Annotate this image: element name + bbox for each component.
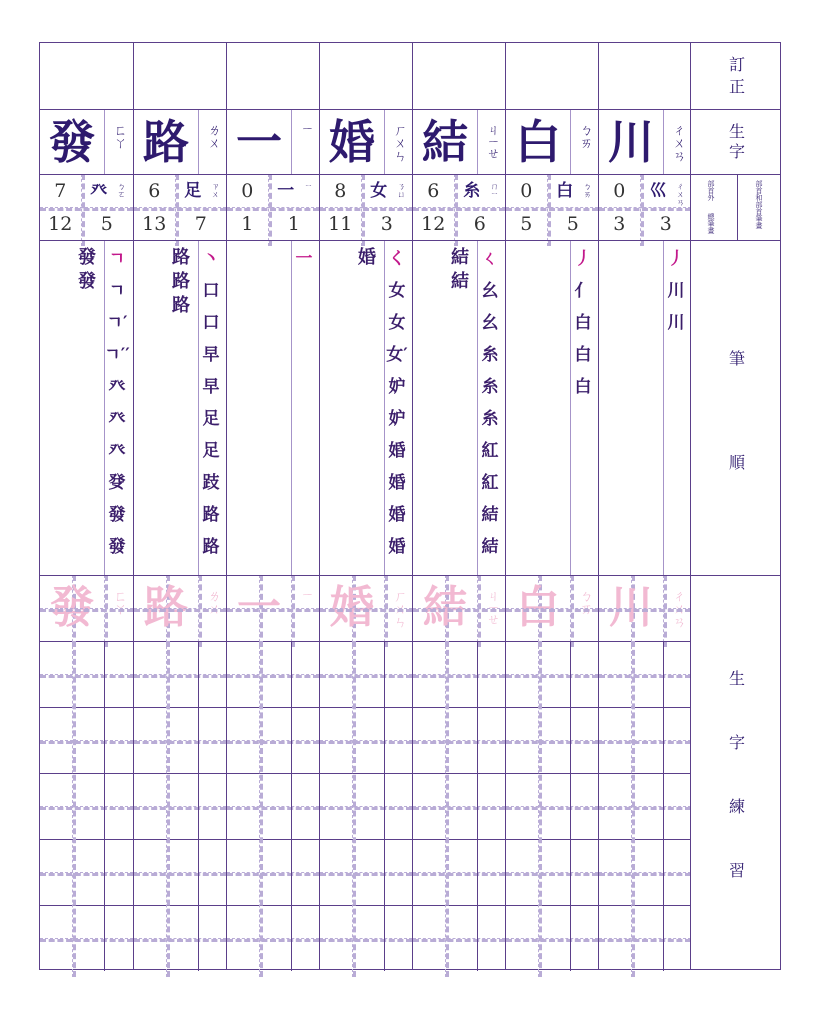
practice-row-mid xyxy=(134,806,226,810)
practice-row-rule xyxy=(506,707,598,708)
label-radical: 部首和部首筆畫 xyxy=(755,180,763,229)
stroke-step: ㄑ xyxy=(481,249,499,269)
stroke-step: 女 xyxy=(388,281,406,301)
practice-row-mid xyxy=(134,872,226,876)
practice-row-mid xyxy=(413,740,505,744)
trace-char: 川 xyxy=(609,582,653,633)
total-strokes: 12 xyxy=(48,213,73,235)
practice-row-mid xyxy=(134,608,226,612)
trace-zhuyin: ㄅㄞ xyxy=(577,589,592,615)
char-column xyxy=(319,43,412,969)
practice-row-rule xyxy=(227,641,319,642)
practice-row-rule xyxy=(40,773,133,774)
radical-zhuyin: ㄧ xyxy=(304,182,313,189)
radical: 白 xyxy=(556,181,574,201)
stroke-step: 癶 xyxy=(108,409,126,429)
stroke-step: 跂 xyxy=(202,473,220,493)
stroke-step: 口 xyxy=(202,313,220,333)
char-zhuyin-divider xyxy=(104,109,105,174)
practice-row-mid xyxy=(320,806,412,810)
big-char: 一 xyxy=(236,115,282,169)
ext-strokes: 7 xyxy=(54,180,67,202)
big-char: 結 xyxy=(422,115,468,169)
label-divider xyxy=(737,174,738,240)
ext-strokes: 8 xyxy=(334,180,347,202)
practice-col-divider xyxy=(477,641,478,971)
trace-zhuyin: ㄌㄨ xyxy=(205,589,220,615)
stroke-step: 白 xyxy=(574,345,592,365)
practice-row-mid xyxy=(227,740,319,744)
trace-char: 路 xyxy=(144,582,188,633)
practice-row-mid xyxy=(40,938,133,942)
practice-label-4: 習 xyxy=(728,861,745,880)
stroke-step: 白 xyxy=(574,313,592,333)
stacked-char: 結 xyxy=(451,247,469,268)
char-column xyxy=(505,43,598,969)
radical: 巛 xyxy=(649,181,667,201)
trace-char: 一 xyxy=(237,582,281,633)
char-column xyxy=(40,43,133,969)
stroke-step: 癶 xyxy=(108,441,126,461)
revise-label-1: 訂 xyxy=(728,55,745,74)
ext-strokes: 6 xyxy=(427,180,440,202)
practice-row-mid xyxy=(320,608,412,612)
practice-row-rule xyxy=(134,641,226,642)
stroke-step: 結 xyxy=(481,537,499,557)
stroke-step: 足 xyxy=(202,409,220,429)
practice-row-rule xyxy=(320,641,412,642)
stroke-step: ㄱ′′ xyxy=(104,345,130,365)
practice-row-rule xyxy=(134,707,226,708)
practice-col-divider xyxy=(198,641,199,971)
practice-row-rule xyxy=(227,773,319,774)
practice-row-rule xyxy=(320,839,412,840)
radical-strokes: 1 xyxy=(287,213,300,235)
stroke-step: ㄱ xyxy=(108,281,126,301)
trace-char: 婚 xyxy=(330,582,374,633)
stroke-step: 川 xyxy=(667,313,685,333)
stroke-step: 糸 xyxy=(481,377,499,397)
label-column xyxy=(690,43,782,969)
radical-zhuyin: ㄇㄧ xyxy=(490,182,499,197)
stacked-char: 婚 xyxy=(358,247,376,268)
practice-row-rule xyxy=(40,839,133,840)
practice-row-mid xyxy=(134,674,226,678)
stroke-step: 丶 xyxy=(202,249,220,269)
practice-row-mid xyxy=(599,872,691,876)
big-char: 路 xyxy=(143,115,189,169)
char-zhuyin: ㄏㄨㄣ xyxy=(391,123,406,162)
practice-row-mid xyxy=(413,938,505,942)
practice-row-mid xyxy=(599,608,691,612)
radical-zhuyin: ㄋㄩ xyxy=(397,182,406,198)
practice-row-mid xyxy=(506,806,598,810)
practice-row-mid xyxy=(320,938,412,942)
stroke-step: 早 xyxy=(202,345,220,365)
practice-col-center xyxy=(72,641,76,977)
stroke-step: 丿 xyxy=(574,249,592,269)
trace-zhuyin: ㄈㄚ xyxy=(111,589,126,615)
practice-row-rule xyxy=(599,707,691,708)
stroke-step: 路 xyxy=(202,537,220,557)
radical-zhuyin: ㄅㄞ xyxy=(583,182,592,198)
practice-row-mid xyxy=(413,608,505,612)
stroke-step: 早 xyxy=(202,377,220,397)
char-zhuyin-divider xyxy=(198,109,199,174)
stroke-step: 糸 xyxy=(481,409,499,429)
char-zhuyin-divider xyxy=(663,109,664,174)
new-char-label-1: 生 xyxy=(728,122,745,141)
practice-col-center xyxy=(631,641,635,977)
ext-strokes: 0 xyxy=(241,180,254,202)
char-zhuyin: ㄐㄧㄝ xyxy=(484,123,499,160)
stacked-char: 路 xyxy=(172,295,190,316)
stroke-step: 發 xyxy=(108,505,126,525)
practice-row-rule xyxy=(599,905,691,906)
trace-zhuyin: ㄐㄧㄝ xyxy=(484,589,499,626)
practice-row-rule xyxy=(506,839,598,840)
practice-row-mid xyxy=(40,872,133,876)
big-char: 發 xyxy=(49,115,95,169)
stacked-char: 發 xyxy=(78,247,96,268)
practice-row-mid xyxy=(320,674,412,678)
stroke-order-label-2: 順 xyxy=(728,453,745,472)
trace-char: 結 xyxy=(423,582,467,633)
stroke-step: 妒 xyxy=(388,409,406,429)
radical-zhuyin: ㄔㄨㄢ xyxy=(676,182,685,206)
rule-revise xyxy=(40,109,780,110)
practice-row-rule xyxy=(40,905,133,906)
practice-row-rule xyxy=(506,773,598,774)
label-total-strokes: 總筆畫 xyxy=(707,213,715,234)
radical: 癶 xyxy=(90,181,108,201)
radical-strokes: 3 xyxy=(380,213,393,235)
radical-strokes: 5 xyxy=(566,213,579,235)
char-zhuyin-divider xyxy=(291,109,292,174)
practice-row-mid xyxy=(413,806,505,810)
practice-row-rule xyxy=(134,839,226,840)
stroke-step: 女 xyxy=(388,313,406,333)
stroke-step: 白 xyxy=(574,377,592,397)
stroke-step: ㄱ xyxy=(108,249,126,269)
practice-row-rule xyxy=(413,773,505,774)
practice-label-3: 練 xyxy=(728,797,745,816)
stroke-step: 女′ xyxy=(386,345,408,365)
stroke-divider xyxy=(291,240,292,575)
stacked-char: 發 xyxy=(78,271,96,292)
practice-row-rule xyxy=(227,905,319,906)
practice-col-divider xyxy=(663,641,664,971)
practice-row-rule xyxy=(413,707,505,708)
radical: 糸 xyxy=(463,181,481,201)
stacked-char: 路 xyxy=(172,271,190,292)
practice-col-center xyxy=(259,641,263,977)
worksheet xyxy=(39,42,781,970)
char-column xyxy=(598,43,691,969)
stroke-step: 亻 xyxy=(574,281,592,301)
big-char: 婚 xyxy=(329,115,375,169)
practice-label-1: 生 xyxy=(728,669,745,688)
trace-zhuyin: ㄏㄨㄣ xyxy=(391,589,406,628)
stroke-step: 幺 xyxy=(481,313,499,333)
practice-row-mid xyxy=(599,674,691,678)
practice-col-divider xyxy=(291,641,292,971)
char-zhuyin: ㄧ xyxy=(298,123,313,134)
total-strokes: 11 xyxy=(328,213,353,235)
practice-col-center xyxy=(352,641,356,977)
rule-counts xyxy=(40,240,780,241)
practice-row-rule xyxy=(413,905,505,906)
total-strokes: 12 xyxy=(421,213,446,235)
char-zhuyin: ㄌㄨ xyxy=(205,123,220,149)
trace-char: 白 xyxy=(516,582,560,633)
stroke-step: 癶 xyxy=(108,377,126,397)
practice-col-center xyxy=(538,641,542,977)
practice-row-mid xyxy=(506,872,598,876)
practice-col-center xyxy=(166,641,170,977)
practice-row-rule xyxy=(40,707,133,708)
ext-strokes: 6 xyxy=(148,180,161,202)
stroke-step: 紅 xyxy=(481,441,499,461)
stroke-step: 川 xyxy=(667,281,685,301)
practice-row-rule xyxy=(40,641,133,642)
practice-row-rule xyxy=(506,641,598,642)
practice-row-rule xyxy=(227,707,319,708)
stroke-step: ㄱ′ xyxy=(106,313,128,333)
radical: 女 xyxy=(370,181,388,201)
radical: 一 xyxy=(277,181,295,201)
char-column xyxy=(226,43,319,969)
stroke-step: 糸 xyxy=(481,345,499,365)
practice-col-center xyxy=(445,641,449,977)
radical-strokes: 3 xyxy=(659,213,672,235)
practice-row-mid xyxy=(227,674,319,678)
stroke-step: 婚 xyxy=(388,505,406,525)
char-zhuyin: ㄈㄚ xyxy=(111,123,126,149)
radical: 足 xyxy=(184,181,202,201)
stroke-step: く xyxy=(388,249,406,269)
stroke-step: 癹 xyxy=(108,473,126,493)
practice-row-mid xyxy=(413,674,505,678)
practice-row-rule xyxy=(320,707,412,708)
total-strokes: 1 xyxy=(241,213,254,235)
new-char-label-2: 字 xyxy=(728,142,745,161)
trace-zhuyin: ㄧ xyxy=(298,589,313,600)
char-zhuyin: ㄅㄞ xyxy=(577,123,592,149)
practice-row-mid xyxy=(320,872,412,876)
label-ext-strokes: 部首外 xyxy=(707,180,715,201)
practice-row-mid xyxy=(227,938,319,942)
practice-row-mid xyxy=(40,806,133,810)
revise-label-2: 正 xyxy=(728,77,745,96)
practice-row-mid xyxy=(506,608,598,612)
char-column xyxy=(412,43,505,969)
stroke-step: 一 xyxy=(295,249,313,269)
practice-label-2: 字 xyxy=(728,733,745,752)
big-char: 白 xyxy=(515,115,561,169)
practice-row-mid xyxy=(413,872,505,876)
trace-char: 發 xyxy=(50,582,94,633)
practice-row-rule xyxy=(413,839,505,840)
practice-row-mid xyxy=(227,872,319,876)
practice-row-mid xyxy=(599,938,691,942)
practice-col-divider xyxy=(384,641,385,971)
total-strokes: 13 xyxy=(142,213,167,235)
practice-row-mid xyxy=(227,806,319,810)
char-zhuyin-divider xyxy=(477,109,478,174)
practice-row-rule xyxy=(506,905,598,906)
stroke-step: 妒 xyxy=(388,377,406,397)
char-zhuyin: ㄔㄨㄢ xyxy=(670,123,685,162)
radical-strokes: 5 xyxy=(100,213,113,235)
practice-row-mid xyxy=(599,806,691,810)
total-strokes: 5 xyxy=(520,213,533,235)
practice-row-rule xyxy=(320,773,412,774)
stroke-step: 婚 xyxy=(388,473,406,493)
stacked-char: 路 xyxy=(172,247,190,268)
practice-row-rule xyxy=(134,905,226,906)
practice-row-rule xyxy=(599,641,691,642)
practice-row-mid xyxy=(40,740,133,744)
stroke-step: 口 xyxy=(202,281,220,301)
practice-row-rule xyxy=(413,641,505,642)
total-strokes: 3 xyxy=(613,213,626,235)
rule-newchar xyxy=(40,174,780,175)
practice-col-divider xyxy=(104,641,105,971)
practice-row-mid xyxy=(40,608,133,612)
radical-zhuyin: ㄅㄛ xyxy=(117,182,126,198)
practice-row-rule xyxy=(599,773,691,774)
radical-strokes: 6 xyxy=(473,213,486,235)
stacked-char: 結 xyxy=(451,271,469,292)
radical-strokes: 7 xyxy=(194,213,207,235)
practice-row-mid xyxy=(506,740,598,744)
radical-zhuyin: ㄗㄨ xyxy=(211,182,220,198)
practice-row-mid xyxy=(227,608,319,612)
practice-row-rule xyxy=(320,905,412,906)
practice-row-rule xyxy=(599,839,691,840)
rule-strokes xyxy=(40,575,780,576)
stroke-step: 結 xyxy=(481,505,499,525)
practice-row-mid xyxy=(506,938,598,942)
ext-strokes: 0 xyxy=(613,180,626,202)
stroke-step: 婚 xyxy=(388,441,406,461)
stroke-order-label-1: 筆 xyxy=(728,349,745,368)
big-char: 川 xyxy=(608,115,654,169)
stroke-step: 婚 xyxy=(388,537,406,557)
ext-strokes: 0 xyxy=(520,180,533,202)
practice-col-divider xyxy=(570,641,571,971)
practice-row-mid xyxy=(320,740,412,744)
practice-row-mid xyxy=(40,674,133,678)
stroke-step: 發 xyxy=(108,537,126,557)
stroke-step: 幺 xyxy=(481,281,499,301)
practice-row-mid xyxy=(134,938,226,942)
char-zhuyin-divider xyxy=(384,109,385,174)
char-column xyxy=(133,43,226,969)
char-zhuyin-divider xyxy=(570,109,571,174)
stroke-step: 足 xyxy=(202,441,220,461)
practice-row-rule xyxy=(134,773,226,774)
stroke-step: 紅 xyxy=(481,473,499,493)
practice-row-mid xyxy=(599,740,691,744)
stroke-step: 丿 xyxy=(667,249,685,269)
practice-row-mid xyxy=(506,674,598,678)
practice-row-rule xyxy=(227,839,319,840)
stroke-step: 路 xyxy=(202,505,220,525)
practice-row-mid xyxy=(134,740,226,744)
trace-zhuyin: ㄔㄨㄢ xyxy=(670,589,685,628)
